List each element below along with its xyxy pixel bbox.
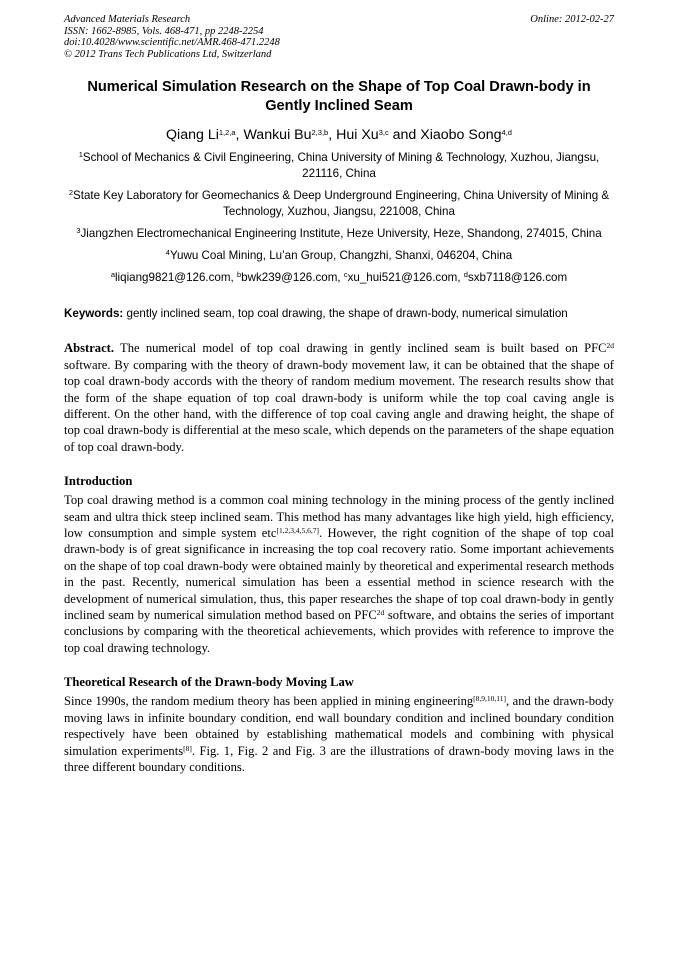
- affiliation-text: Yuwu Coal Mining, Lu’an Group, Changzhi, Shanxi, 046204, China: [169, 249, 513, 263]
- author-separator: ,: [328, 127, 337, 144]
- paragraph-text: . However, the right cognition of the shape of top coal drawn-body is of great significance in increasing the top coal recovery ratio. Some important achievements on the shape of top coal drawn-body were obtained mainly by theoretical and experimental research methods in the past. Recently, numerical simulation has been a essential method in science research with the development of numerical simulation, thus, this paper researches the shape of top coal drawn-body in gently inclined seam by numerical simulation method based on PFC: [64, 526, 614, 623]
- keywords-text: gently inclined seam, top coal drawing, the shape of drawn-body, numerical simulation: [123, 307, 568, 321]
- paragraph-text: . Fig. 1, Fig. 2 and Fig. 3 are the illustrations of drawn-body moving laws in the three different boundary conditions.: [64, 743, 614, 774]
- author-affiliation-sup: 1,2,a: [218, 128, 236, 138]
- email-sup: b: [237, 270, 242, 280]
- affiliation-text: State Key Laboratory for Geomechanics & Deep Underground Engineering, China University of Mining & Technology, Xuzhou, Jiangsu, 221008, China: [72, 189, 610, 219]
- paragraph-text: Since 1990s, the random medium theory has been applied in mining engineering: [64, 694, 474, 709]
- email-address: xu_hui521@126.com: [347, 271, 458, 285]
- email-sup: c: [343, 270, 348, 280]
- paper-title: Numerical Simulation Research on the Shape of Top Coal Drawn-body in Gently Inclined Seam: [87, 79, 591, 115]
- paper-page: [64, 14, 614, 775]
- author-name: Xiaobo Song: [420, 127, 502, 144]
- journal-name: Advanced Materials Research: [64, 14, 191, 25]
- pfc-superscript: 2d: [606, 341, 614, 351]
- email-address: liqiang9821@126.com: [114, 271, 231, 285]
- pfc-superscript: 2d: [376, 608, 385, 618]
- affiliation: [64, 150, 614, 182]
- affiliation-sup: 3: [76, 226, 81, 236]
- author-separator: ,: [235, 127, 244, 144]
- abstract-label: Abstract.: [64, 341, 115, 356]
- author-name: Qiang Li: [166, 127, 219, 144]
- journal-header: [64, 14, 614, 60]
- author-name: Hui Xu: [336, 127, 379, 144]
- email-address: sxb7118@126.com: [467, 271, 568, 285]
- paragraph-text: , and the drawn-body moving laws in infinite boundary condition, end wall boundary condition and inclined boundary condition respectively have been obtained by establishing mathematical models and combining with physical simulation experiments: [64, 694, 614, 758]
- journal-issn: ISSN: 1662-8985, Vols. 468-471, pp 2248-2254: [64, 25, 264, 37]
- affiliation-sup: 2: [68, 188, 73, 198]
- affiliation: [64, 188, 614, 220]
- paragraph-text: Top coal drawing method is a common coal mining technology in the mining process of the gently inclined seam and ultra thick steep inclined seam. This method has many advantages like high yield, high efficiency, low consumption and simple system etc: [64, 493, 614, 541]
- affiliation: [64, 226, 614, 242]
- paragraph-text: software, and obtains the series of important conclusions by comparing with the theoretical achievements, which provides with reference to improve the top coal drawing technology.: [64, 608, 614, 655]
- affiliation-text: School of Mechanics & Civil Engineering, China University of Mining & Technology, Xuzhou, Jiangsu, 221116, China: [82, 151, 600, 181]
- email-sup: a: [110, 270, 115, 280]
- section-heading-introduction: Introduction: [64, 474, 133, 489]
- author-separator: and: [388, 127, 421, 144]
- online-date: Online: 2012-02-27: [530, 14, 614, 25]
- section-heading-theory: Theoretical Research of the Drawn-body Moving Law: [64, 675, 354, 690]
- author-affiliation-sup: 3,c: [378, 128, 389, 138]
- author-affiliation-sup: 2,3,b: [311, 128, 329, 138]
- abstract-text: The numerical model of top coal drawing in gently inclined seam is built based on PFC: [114, 341, 607, 356]
- abstract-text: software. By comparing with the theory of drawn-body movement law, it can be obtained that the shape of top coal drawn-body accords with the theory of random medium movement. The research results show that the form of the shape equation of top coal drawn-body is uniform while the top coal caving angle is different. On the other hand, with the difference of top coal caving angle and drawing height, the shape of top coal drawn-body is differential at the meso scale, which depends on the parameters of the shape equation of top coal drawn-body.: [64, 357, 614, 454]
- keywords-label: Keywords:: [64, 307, 124, 321]
- author-affiliation-sup: 4,d: [501, 128, 512, 138]
- theory-paragraph: [64, 693, 614, 775]
- affiliation-sup: 1: [78, 150, 83, 160]
- author-list: [64, 126, 614, 144]
- email-separator: ,: [337, 271, 344, 285]
- citation: [1,2,3,4,5,6,7]: [276, 526, 319, 536]
- email-separator: ,: [230, 271, 237, 285]
- affiliation: [64, 248, 614, 264]
- author-name: Wankui Bu: [243, 127, 312, 144]
- affiliation-sup: 4: [165, 248, 170, 258]
- affiliation-text: Jiangzhen Electromechanical Engineering Institute, Heze University, Heze, Shandong, 274015, China: [80, 227, 602, 241]
- journal-doi: doi:10.4028/www.scientific.net/AMR.468-471.2248: [64, 37, 280, 49]
- citation: [8,9,10,11]: [473, 694, 507, 704]
- email-sup: d: [463, 270, 468, 280]
- introduction-paragraph: [64, 492, 614, 656]
- abstract: [64, 340, 614, 455]
- journal-copyright: © 2012 Trans Tech Publications Ltd, Switzerland: [64, 48, 272, 60]
- email-separator: ,: [457, 271, 464, 285]
- author-emails: [64, 270, 614, 286]
- citation: [8]: [183, 743, 192, 753]
- email-address: bwk239@126.com: [241, 271, 338, 285]
- keywords: [64, 306, 614, 322]
